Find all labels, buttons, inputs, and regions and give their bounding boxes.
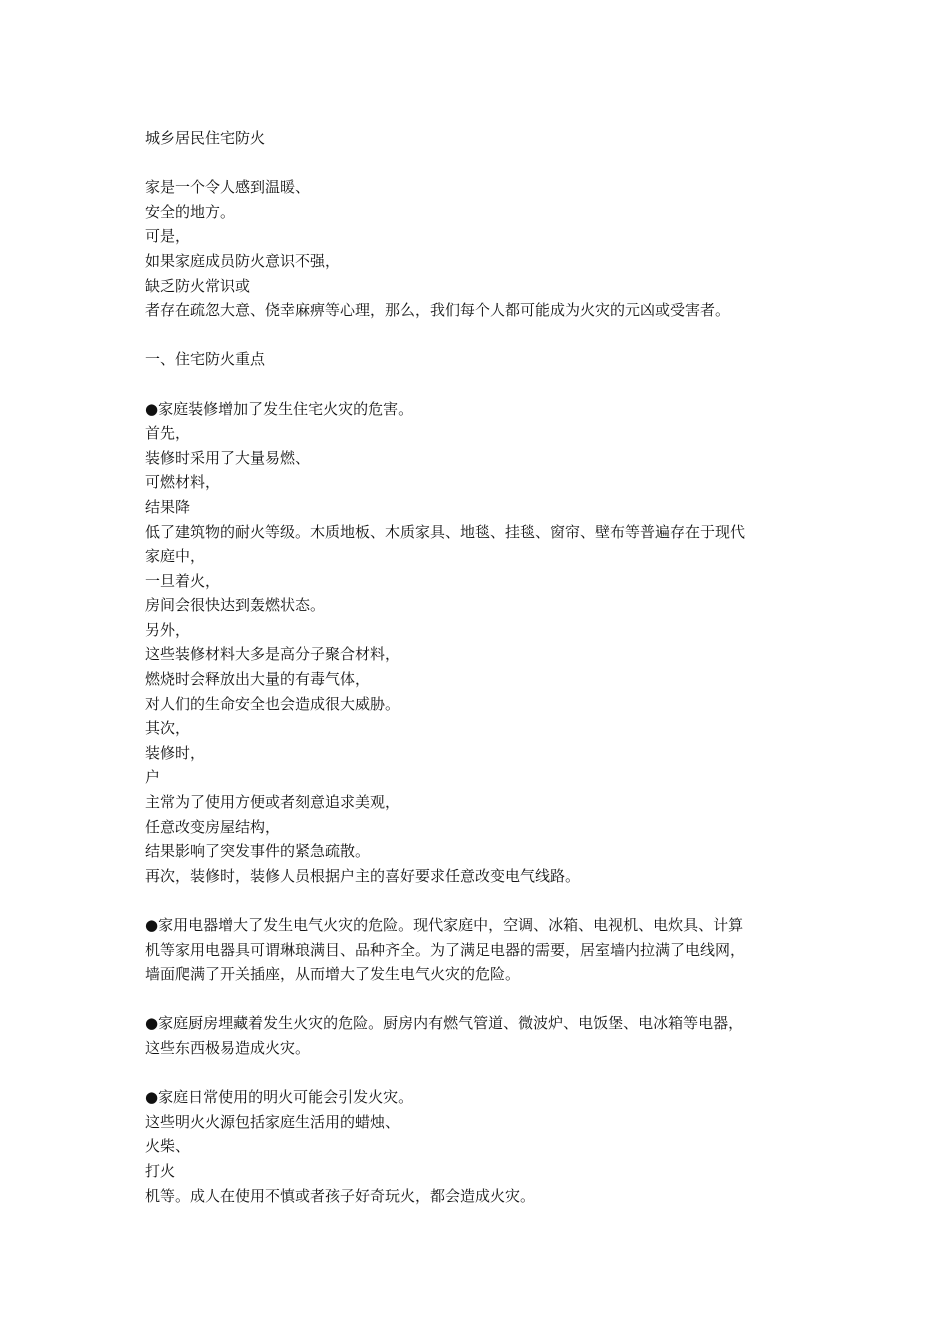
text-line: 首先， [145,424,191,443]
text-line: 者存在疏忽大意、侥幸麻痹等心理，那么，我们每个人都可能成为火灾的元凶或受害者。 [145,301,731,320]
text-line: 这些装修材料大多是高分子聚合材料， [145,645,401,664]
text-line: ●家庭装修增加了发生住宅火灾的危害。 [145,399,414,418]
blank-line [145,151,815,176]
intro-paragraph [145,175,815,323]
text-line: 如果家庭成员防火意识不强， [145,251,341,270]
text-line: 结果降 [145,497,191,516]
text-line: 墙面爬满了开关插座，从而增大了发生电气火灾的危险。 [145,965,521,984]
text-line: 房间会很快达到轰燃状态。 [145,596,326,615]
paragraph-kitchen [145,1011,815,1060]
paragraph-renovation [145,397,815,889]
text-line: 一旦着火， [145,571,221,590]
text-line: 结果影响了突发事件的紧急疏散。 [145,842,371,861]
text-line: 这些明火火源包括家庭生活用的蜡烛、 [145,1112,401,1131]
blank-line [145,987,815,1012]
blank-line [145,1061,815,1086]
paragraph-appliances [145,913,815,987]
text-line: 户 [145,768,161,787]
text-line: 再次，装修时，装修人员根据户主的喜好要求任意改变电气线路。 [145,866,581,885]
text-line: ●家庭日常使用的明火可能会引发火灾。 [145,1088,414,1107]
text-line: 家是一个令人感到温暖、 [145,178,311,197]
text-line: 打火 [145,1161,176,1180]
document-title: 城乡居民住宅防火 [145,129,266,147]
text-line: 其次， [145,719,191,738]
blank-line [145,323,815,348]
text-line: ●家庭厨房埋藏着发生火灾的危险。厨房内有燃气管道、微波炉、电饭堡、电冰箱等电器， [145,1014,744,1033]
text-line: 安全的地方。 [145,202,236,221]
text-line: 任意改变房屋结构， [145,817,281,836]
text-line: 机等家用电器具可谓琳琅满目、品种齐全。为了满足电器的需要，居室墙内拉满了电线网， [145,940,746,959]
text-line: 可是， [145,227,191,246]
text-line: 另外， [145,620,191,639]
section-heading: 一、住宅防火重点 [145,350,266,369]
text-line: 装修时， [145,743,206,762]
text-line: 装修时采用了大量易燃、 [145,448,311,467]
document-body [145,126,815,1208]
text-line: 主常为了使用方便或者刻意追求美观， [145,793,401,812]
blank-line [145,888,815,913]
blank-line [145,372,815,397]
text-line: ●家用电器增大了发生电气火灾的危险。现代家庭中，空调、冰箱、电视机、电炊具、计算 [145,916,744,934]
text-line: 可燃材料， [145,473,221,492]
text-line: 家庭中， [145,547,206,566]
text-line: 燃烧时会释放出大量的有毒气体， [145,670,371,689]
paragraph-open-flame [145,1085,815,1208]
text-line: 这些东西极易造成火灾。 [145,1038,311,1057]
text-line: 对人们的生命安全也会造成很大威胁。 [145,694,401,713]
text-line: 机等。成人在使用不慎或者孩子好奇玩火，都会造成火灾。 [145,1186,536,1205]
text-line: 火柴、 [145,1137,191,1156]
text-line: 缺乏防火常识或 [145,276,251,295]
text-line: 低了建筑物的耐火等级。木质地板、木质家具、地毯、挂毯、窗帘、壁布等普遍存在于现代 [145,522,746,541]
